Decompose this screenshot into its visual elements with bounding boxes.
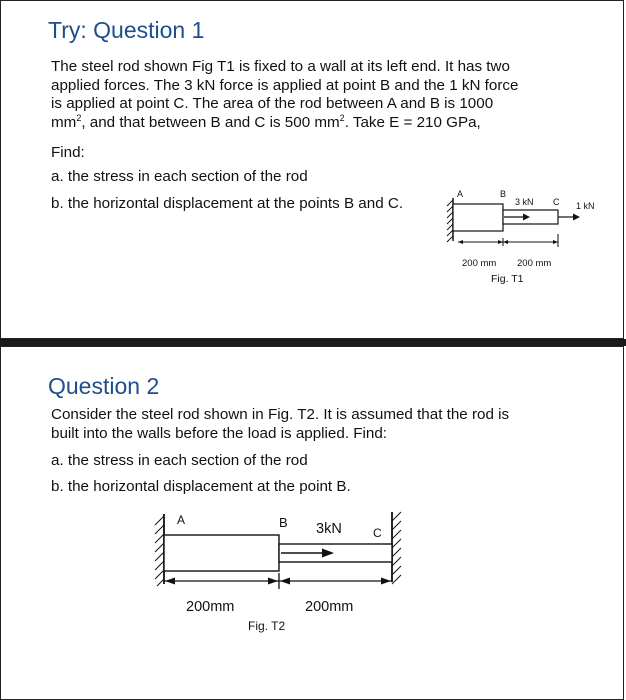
body-line-3: is applied at point C. The area of the rod between A and B is 1000 [51,95,494,112]
superscript: 2 [76,112,82,123]
item-b: b. the horizontal displacement at the points B and C. [51,195,404,212]
rod-section-ab [164,535,279,571]
dim-arrowhead [165,578,175,585]
body-line-1: The steel rod shown Fig T1 is fixed to a wall at its left end. It has two [51,58,510,75]
force-label-c: 1 kN [576,201,595,211]
item-a: a. the stress in each section of the rod [51,452,308,469]
item-b: b. the horizontal displacement at the point B. [51,478,351,495]
label-c: C [373,526,382,540]
body-line-2: built into the walls before the load is applied. Find: [51,424,388,442]
label-a: A [177,513,186,527]
label-c: C [553,197,560,207]
force-label-b: 3kN [316,521,342,537]
dimension-label-1: 200mm [186,599,235,615]
find-label: Find: [51,144,85,161]
figure-caption-t2: Fig. T2 [248,619,286,633]
label-b: B [279,515,288,530]
question-2-title: Question 2 [48,373,160,399]
dim-arrowhead [268,578,278,585]
dimension-label-2: 200mm [305,599,354,615]
right-wall-hatching [392,512,401,584]
dim-arrowhead [280,578,290,585]
figure-caption-t1: Fig. T1 [491,273,524,285]
dimension-label-2: 200 mm [517,258,552,269]
body-line-2: applied forces. The 3 kN force is applied at point B and the 1 kN force [51,76,519,94]
body-line-4-text: , and that between B and C is 500 mm [81,113,340,131]
item-a: a. the stress in each section of the rod [51,168,308,185]
dim-arrowhead [381,578,391,585]
force-label-b: 3 kN [515,197,534,207]
dimension-label-1: 200 mm [462,258,497,269]
body-line-1: Consider the steel rod shown in Fig. T2. It is assumed that the rod is [51,406,510,423]
label-b: B [500,189,507,199]
superscript: 2 [339,112,345,123]
unit-mm: mm [51,113,77,131]
question-1-title: Try: Question 1 [48,17,205,43]
body-line-4-end: . Take E = 210 GPa, [344,113,481,131]
left-wall-hatching [155,516,164,586]
label-a: A [457,189,464,199]
